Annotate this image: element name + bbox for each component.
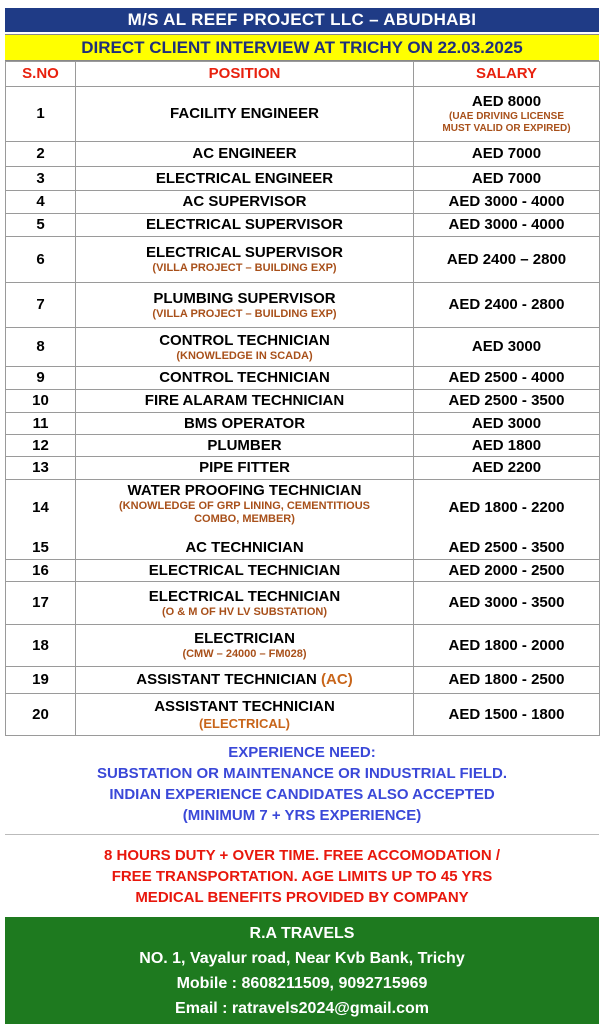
position-note: (CMW – 24000 – FM028) (182, 648, 307, 660)
experience-section (5, 742, 599, 826)
interview-banner: DIRECT CLIENT INTERVIEW AT TRICHY ON 22.03.2025 (5, 34, 599, 61)
row-position: ELECTRICAL SUPERVISOR (76, 214, 414, 237)
row-position: AC SUPERVISOR (76, 191, 414, 214)
section-divider (5, 834, 599, 835)
column-header-sno: S.NO (6, 62, 76, 87)
position-note: COMBO, MEMBER) (194, 513, 295, 525)
agency-email: Email : ratravels2024@gmail.com (175, 1000, 429, 1017)
row-position (76, 283, 414, 328)
row-salary: AED 1800 - 2000 (414, 625, 600, 667)
position-note: (KNOWLEDGE OF GRP LINING, CEMENTITIOUS (119, 500, 370, 512)
row-sno: 5 (6, 214, 76, 237)
row-sno: 18 (6, 625, 76, 667)
row-sno: 13 (6, 457, 76, 480)
row-salary: AED 1800 - 2500 (414, 667, 600, 694)
table-row (6, 237, 600, 283)
position-note: (VILLA PROJECT – BUILDING EXP) (152, 307, 337, 320)
experience-line: (MINIMUM 7 + YRS EXPERIENCE) (182, 807, 422, 824)
row-sno: 9 (6, 367, 76, 390)
row-position: BMS OPERATOR (76, 413, 414, 435)
row-position: FIRE ALARAM TECHNICIAN (76, 390, 414, 413)
row-sno: 19 (6, 667, 76, 694)
table-row (6, 694, 600, 736)
contact-footer (5, 917, 599, 1024)
benefits-section (5, 845, 599, 908)
column-header-position: POSITION (76, 62, 414, 87)
table-row (6, 390, 600, 413)
row-sno (6, 480, 76, 560)
benefits-line: 8 HOURS DUTY + OVER TIME. FREE ACCOMODATION / (103, 847, 500, 864)
row-salary (414, 87, 600, 142)
row-salary: AED 2400 – 2800 (414, 237, 600, 283)
row-sno: 4 (6, 191, 76, 214)
row-sno: 3 (6, 167, 76, 191)
row-salary: AED 2200 (414, 457, 600, 480)
table-header-row (6, 62, 600, 87)
row-position (76, 667, 414, 694)
position-title: ELECTRICAL SUPERVISOR (146, 244, 343, 261)
agency-name: R.A TRAVELS (249, 925, 355, 942)
row-sno: 12 (6, 435, 76, 457)
row-salary: AED 2400 - 2800 (414, 283, 600, 328)
experience-line: SUBSTATION OR MAINTENANCE OR INDUSTRIAL FIELD. (97, 765, 507, 782)
benefits-line: MEDICAL BENEFITS PROVIDED BY COMPANY (135, 889, 469, 906)
salary-note: (UAE DRIVING LICENSE (448, 111, 564, 122)
position-title: CONTROL TECHNICIAN (159, 331, 330, 349)
position-title: ELECTRICAL TECHNICIAN (148, 587, 341, 605)
row-salary: AED 2500 - 3500 (414, 390, 600, 413)
experience-heading: EXPERIENCE NEED: (228, 744, 376, 761)
table-row (6, 328, 600, 367)
row-position (76, 625, 414, 667)
position-title-15: AC TECHNICIAN (185, 539, 304, 556)
table-row (6, 142, 600, 167)
row-position: ELECTRICAL ENGINEER (76, 167, 414, 191)
row-sno: 8 (6, 328, 76, 367)
row-salary: AED 7000 (414, 142, 600, 167)
row-salary: AED 3000 - 3500 (414, 582, 600, 625)
row-sno: 7 (6, 283, 76, 328)
table-row (6, 457, 600, 480)
table-row (6, 625, 600, 667)
salary-14: AED 1800 - 2200 (448, 499, 565, 516)
row-sno: 1 (6, 87, 76, 142)
row-position: ELECTRICAL TECHNICIAN (76, 560, 414, 582)
position-note: (VILLA PROJECT – BUILDING EXP) (152, 262, 337, 274)
row-sno: 16 (6, 560, 76, 582)
row-salary: AED 1500 - 1800 (414, 694, 600, 736)
table-row (6, 214, 600, 237)
position-note: (O & M OF HV LV SUBSTATION) (162, 605, 327, 618)
row-position (76, 582, 414, 625)
row-position (76, 237, 414, 283)
column-header-salary: SALARY (414, 62, 600, 87)
table-row (6, 413, 600, 435)
row-position: CONTROL TECHNICIAN (76, 367, 414, 390)
position-title: ASSISTANT TECHNICIAN (136, 671, 317, 688)
sno-14: 14 (32, 499, 49, 516)
table-row (6, 167, 600, 191)
table-row (6, 283, 600, 328)
row-position: PLUMBER (76, 435, 414, 457)
table-row (6, 560, 600, 582)
salary-note: MUST VALID OR EXPIRED) (442, 123, 571, 134)
row-salary: AED 3000 - 4000 (414, 214, 600, 237)
position-block-14 (76, 482, 413, 526)
row-sno: 2 (6, 142, 76, 167)
position-title: ASSISTANT TECHNICIAN (154, 697, 335, 715)
row-position (76, 328, 414, 367)
position-title: PLUMBING SUPERVISOR (153, 289, 336, 307)
row-sno: 11 (6, 413, 76, 435)
agency-address: NO. 1, Vayalur road, Near Kvb Bank, Trichy (139, 950, 465, 967)
position-note: (KNOWLEDGE IN SCADA) (176, 349, 313, 362)
table-row (6, 435, 600, 457)
row-salary (414, 480, 600, 560)
row-sno: 10 (6, 390, 76, 413)
position-suffix: (AC) (321, 671, 353, 688)
row-salary: AED 1800 (414, 435, 600, 457)
position-title: ELECTRICIAN (194, 630, 295, 647)
benefits-line: FREE TRANSPORTATION. AGE LIMITS UP TO 45 YRS (111, 868, 493, 885)
sno-15: 15 (32, 539, 49, 556)
position-title: WATER PROOFING TECHNICIAN (127, 482, 362, 499)
positions-table (5, 61, 600, 736)
row-salary: AED 3000 (414, 413, 600, 435)
table-row (6, 480, 600, 560)
row-salary: AED 3000 (414, 328, 600, 367)
company-title: M/S AL REEF PROJECT LLC – ABUDHABI (5, 8, 599, 32)
row-sno: 6 (6, 237, 76, 283)
table-row (6, 191, 600, 214)
row-position (76, 694, 414, 736)
row-salary: AED 2000 - 2500 (414, 560, 600, 582)
table-row (6, 367, 600, 390)
agency-mobile: Mobile : 8608211509, 9092715969 (176, 975, 428, 992)
table-row (6, 582, 600, 625)
row-salary: AED 2500 - 4000 (414, 367, 600, 390)
row-position: PIPE FITTER (76, 457, 414, 480)
experience-line: INDIAN EXPERIENCE CANDIDATES ALSO ACCEPTED (109, 786, 495, 803)
table-row (6, 667, 600, 694)
row-sno: 20 (6, 694, 76, 736)
row-position: AC ENGINEER (76, 142, 414, 167)
row-position: FACILITY ENGINEER (76, 87, 414, 142)
row-salary: AED 7000 (414, 167, 600, 191)
row-sno: 17 (6, 582, 76, 625)
salary-value: AED 8000 (471, 93, 542, 110)
table-row (6, 87, 600, 142)
row-salary: AED 3000 - 4000 (414, 191, 600, 214)
position-note: (ELECTRICAL) (199, 715, 290, 731)
salary-15: AED 2500 - 3500 (448, 539, 565, 556)
row-position (76, 480, 414, 560)
